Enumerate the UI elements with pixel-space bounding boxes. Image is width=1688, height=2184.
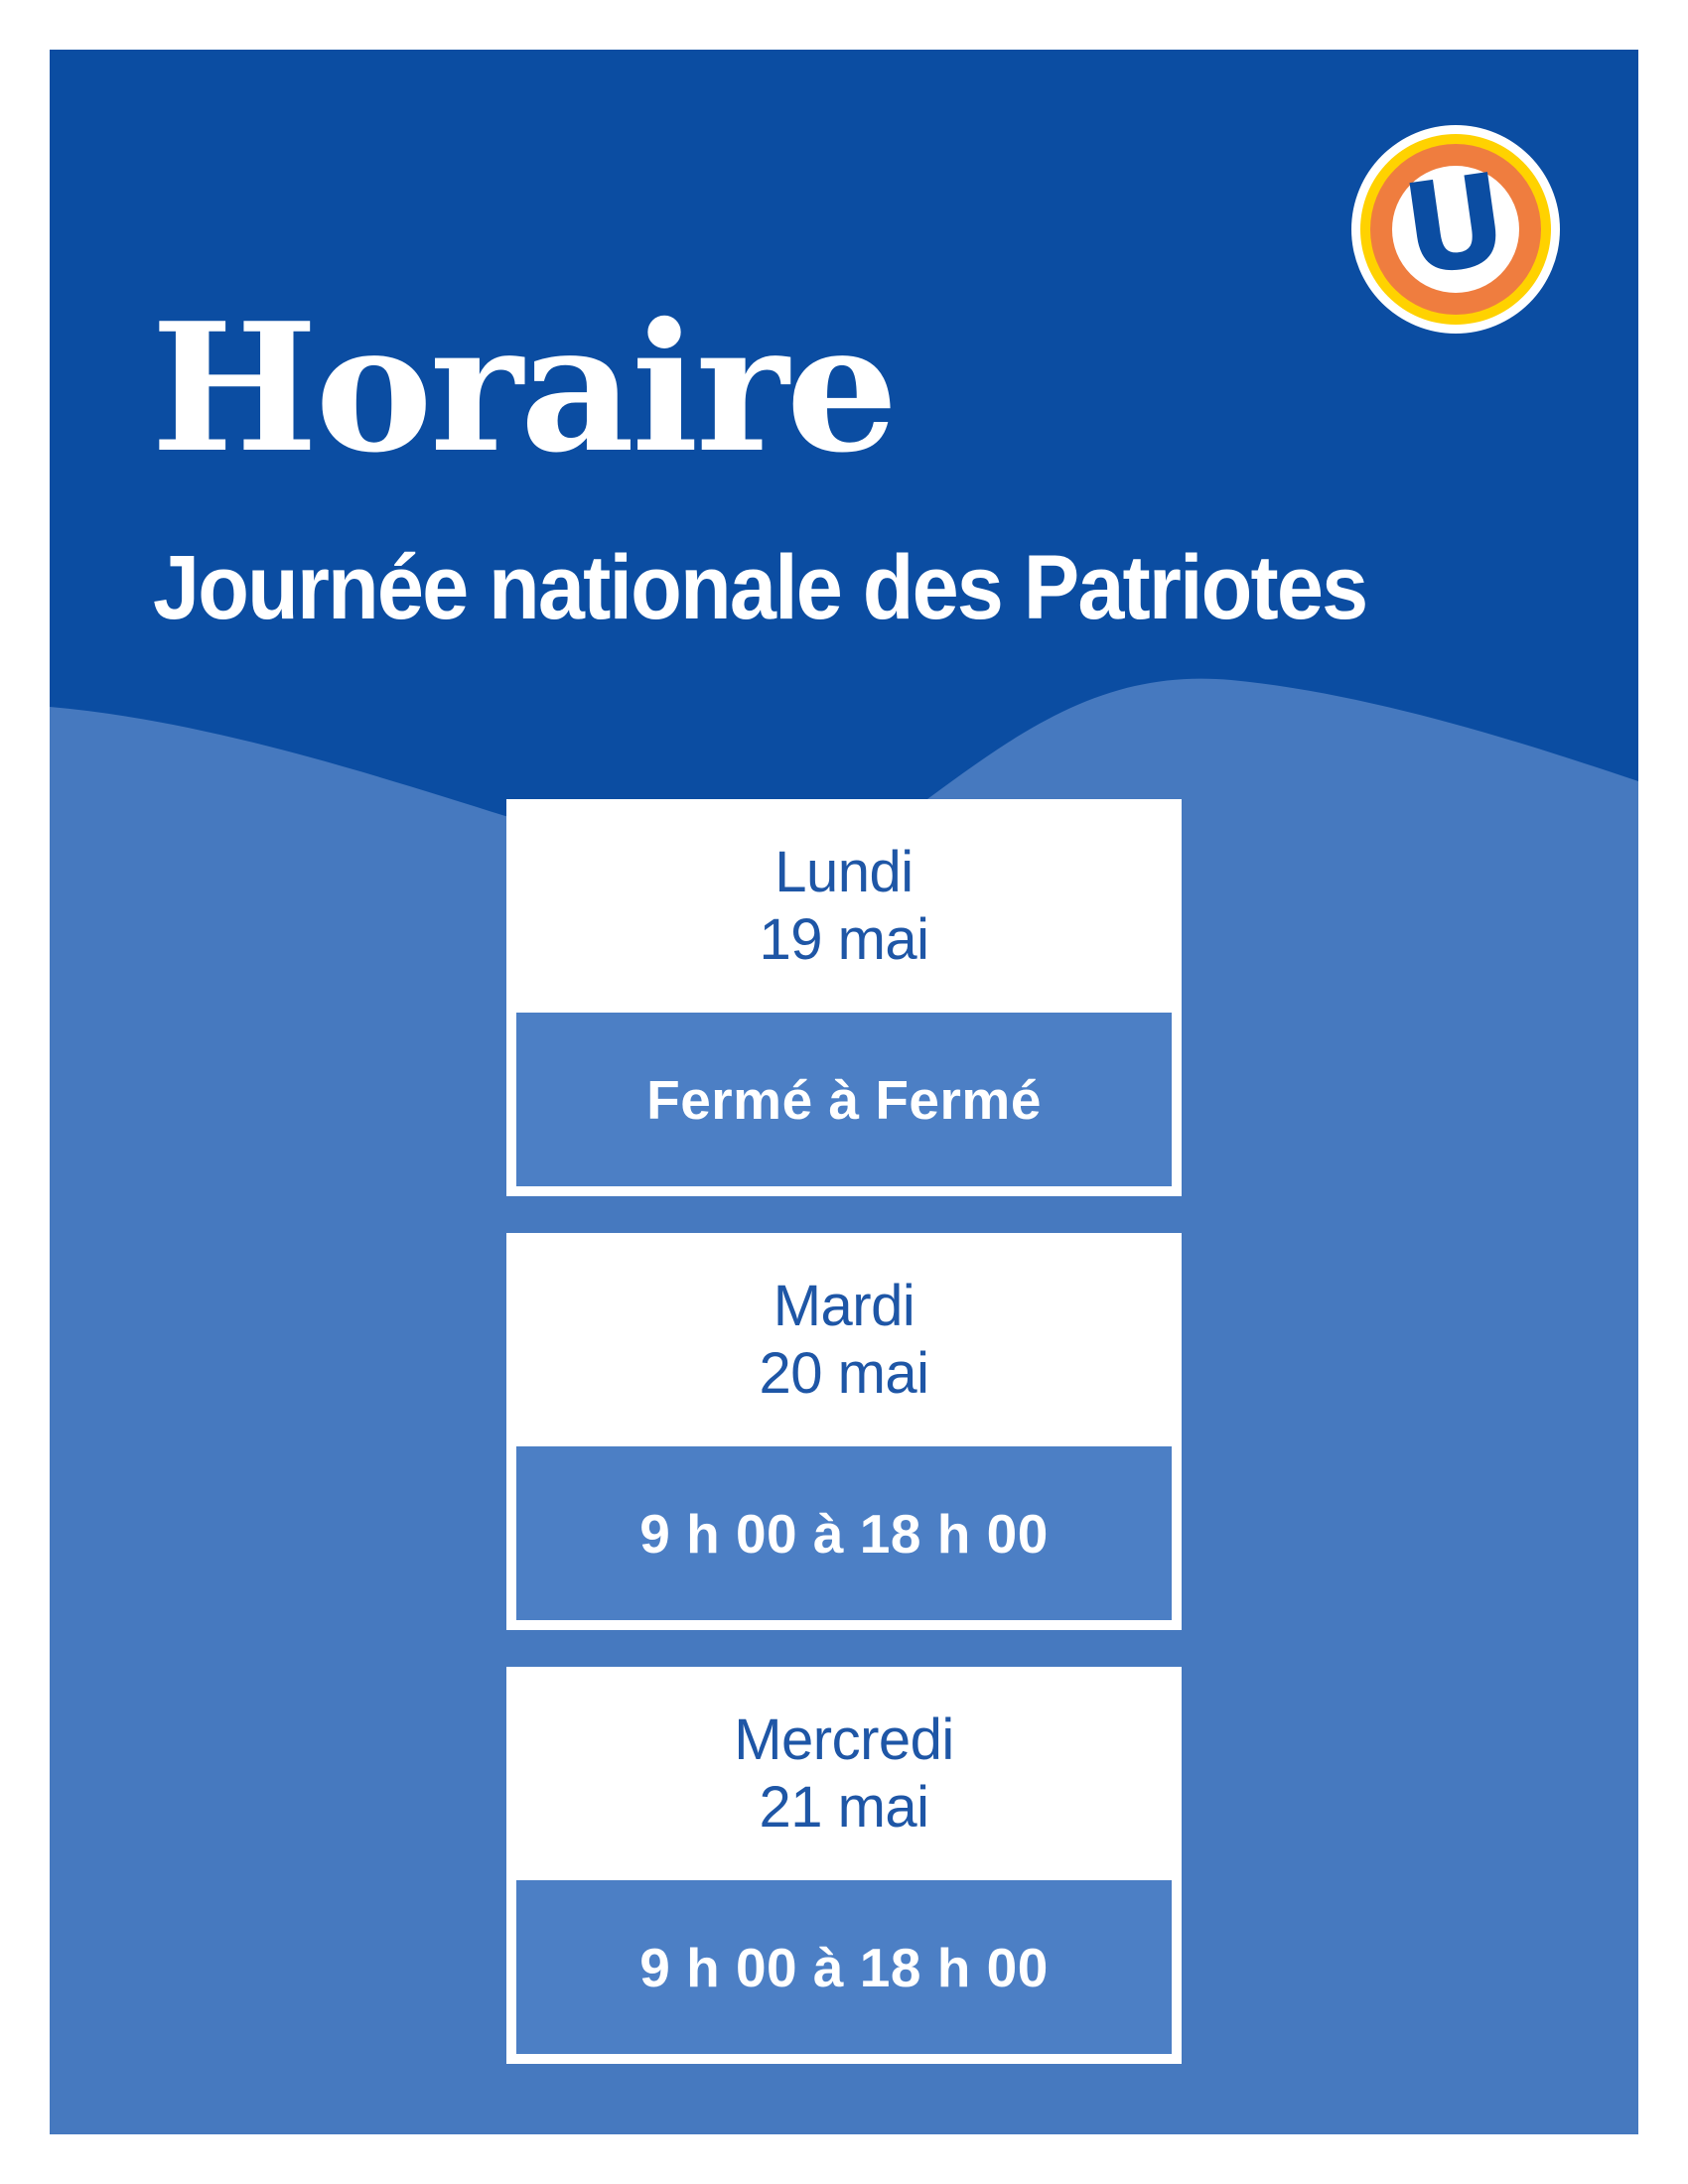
hours-box — [516, 1880, 1172, 2054]
hours-box — [516, 1013, 1172, 1186]
logo-inner-disc — [1392, 145, 1519, 305]
poster-subtitle: Journée nationale des Patriotes — [153, 537, 1367, 638]
hours-box — [516, 1446, 1172, 1620]
date-label: 19 mai — [759, 906, 929, 972]
logo-u-letter: U — [1394, 145, 1516, 305]
schedule-card-monday — [506, 799, 1182, 1196]
date-label: 20 mai — [759, 1340, 929, 1406]
hours-label: 9 h 00 à 18 h 00 — [639, 1936, 1049, 1998]
day-label: Lundi — [774, 840, 914, 905]
poster-title: Horaire — [151, 284, 896, 491]
poster — [50, 50, 1638, 2134]
card-day-block — [506, 1667, 1182, 1880]
day-label: Mercredi — [734, 1707, 954, 1773]
date-label: 21 mai — [759, 1774, 929, 1840]
store-logo — [1351, 125, 1560, 334]
schedule-card-wednesday — [506, 1667, 1182, 2064]
card-day-block — [506, 1233, 1182, 1446]
day-label: Mardi — [773, 1274, 915, 1339]
hours-label: 9 h 00 à 18 h 00 — [639, 1502, 1049, 1565]
card-day-block — [506, 799, 1182, 1013]
schedule-card-tuesday — [506, 1233, 1182, 1630]
hours-label: Fermé à Fermé — [646, 1068, 1042, 1131]
